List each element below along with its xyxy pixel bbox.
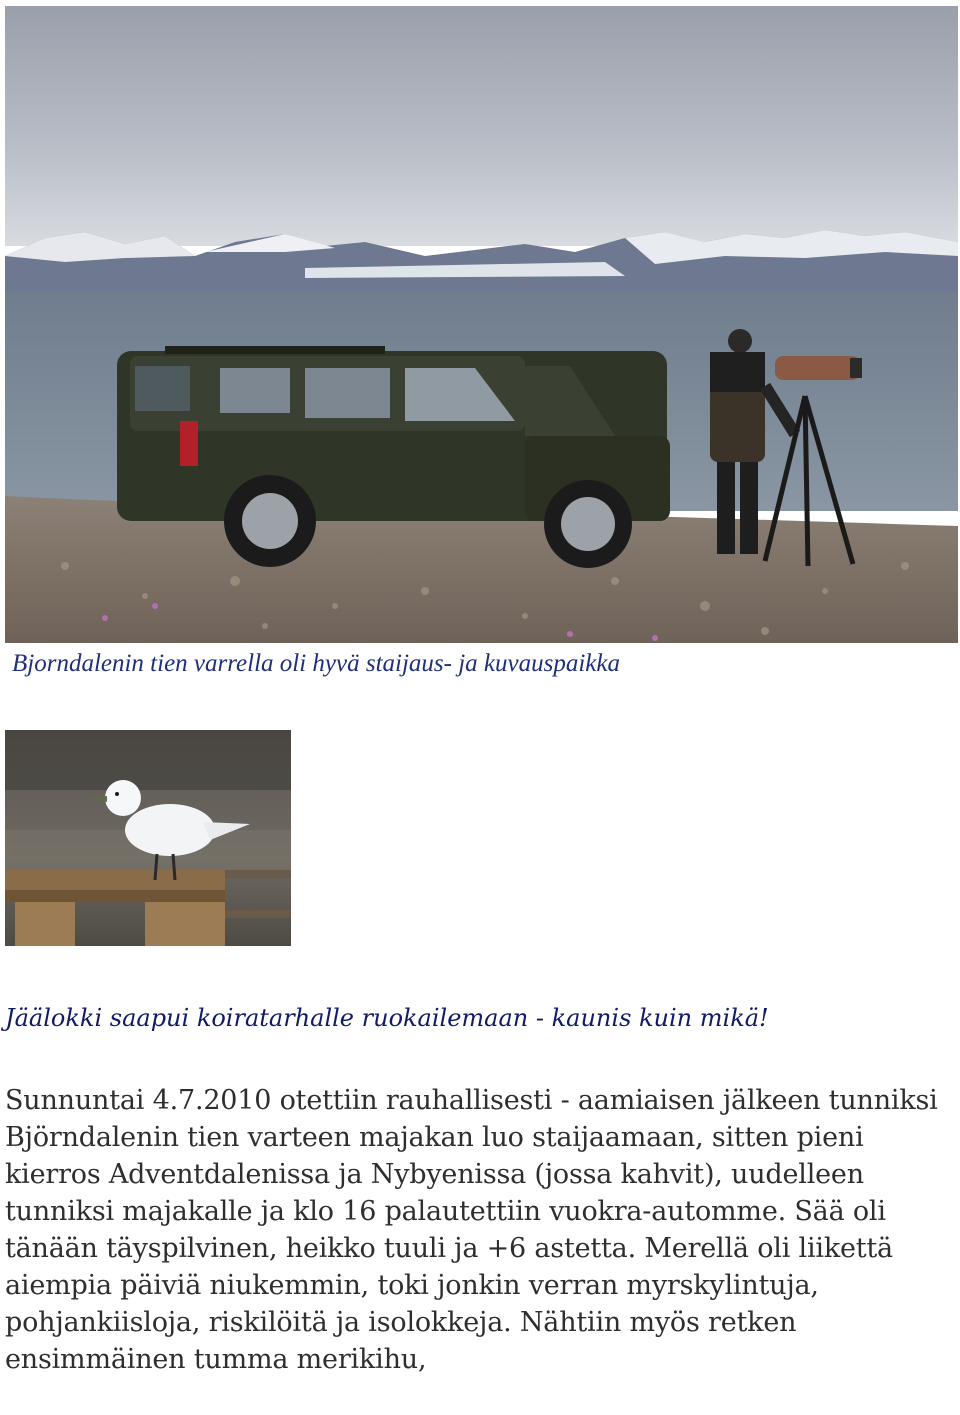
gull-photo (5, 730, 291, 946)
article-paragraph: Sunnuntai 4.7.2010 otettiin rauhallisesti - aamiaisen jälkeen tunniksi Björndalenin tien varteen majakan luo staijaamaan, sitten pieni kierros Adventdalenissa ja Nybyenissa (jossa kahvit), uudelleen tunniksi majakalle ja klo 16 palautettiin vuokra-automme. Sää oli tänään täyspilvinen, heikko tuuli ja +6 astetta. Merellä oli liikettä aiempia päiviä niukemmin, toki jonkin verran myrskylintuja, pohjankiisloja, riskilöitä ja isolokkeja. Nähtiin myös retken ensimmäinen tumma merikihu, (5, 1085, 938, 1375)
photo-caption-2: Jäälokki saapui koiratarhalle ruokailemaan - kaunis kuin mikä! (5, 1004, 769, 1032)
coast-photo (5, 6, 958, 643)
photo-caption: Bjorndalenin tien varrella oli hyvä staijaus- ja kuvauspaikka (12, 650, 620, 677)
